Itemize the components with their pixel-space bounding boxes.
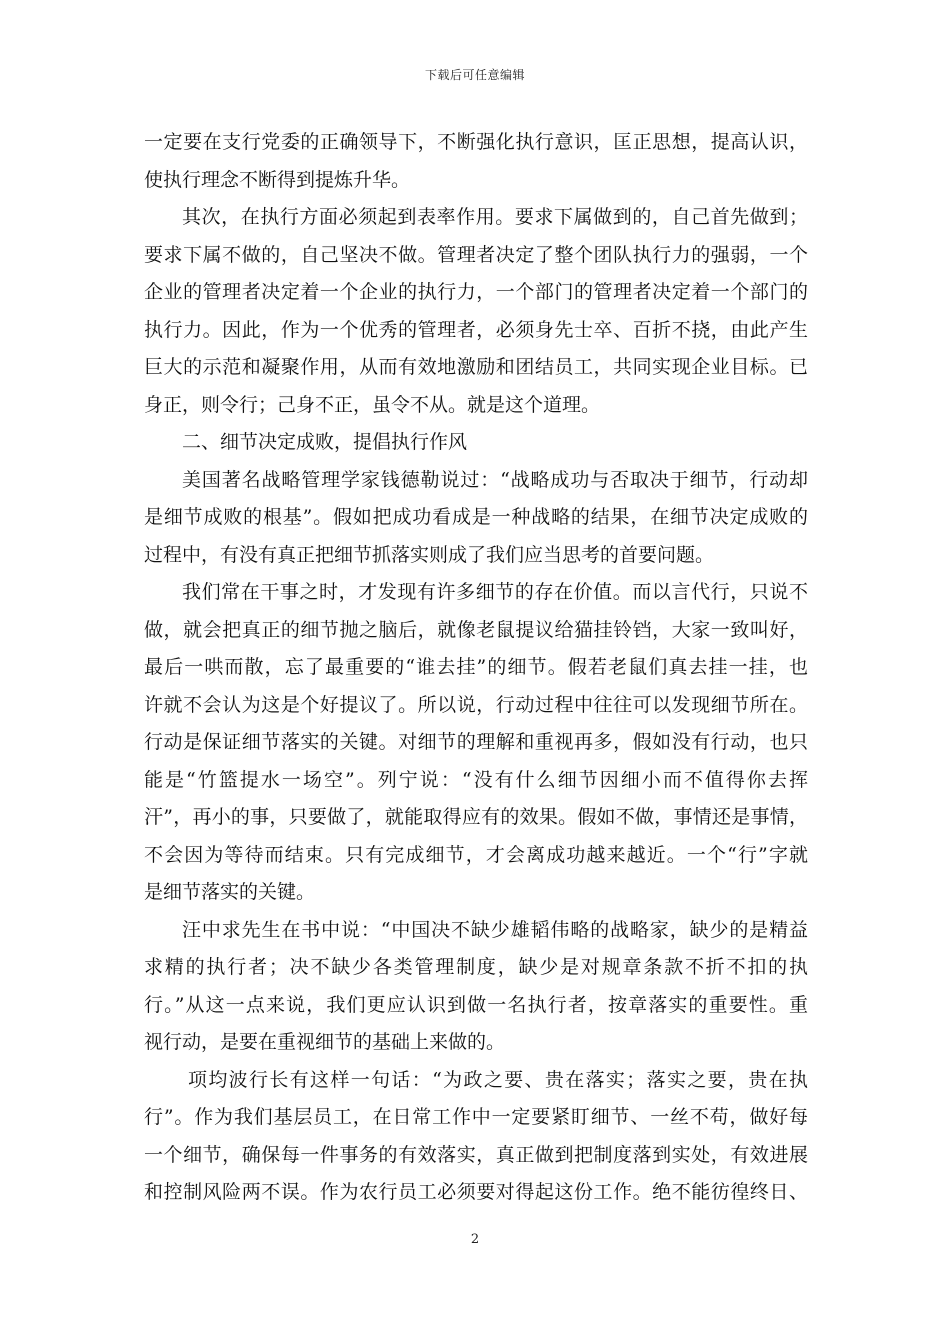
text-line: 是细节落实的关键。	[144, 881, 316, 903]
page-number: 2	[470, 1232, 480, 1247]
text-line: 汪中求先生在书中说：“中国决不缺少雄韬伟略的战略家，缺少的是精益	[182, 918, 808, 941]
text-line: 视行动，是要在重视细节的基础上来做的。	[144, 1031, 506, 1053]
text-line: 能是“竹篮提水一场空”。列宁说：“没有什么细节因细小而不值得你去挥	[144, 768, 808, 791]
document-body	[144, 124, 808, 1212]
text-line: 许就不会认为这是个好提议了。所以说，行动过程中往往可以发现细节所在。	[144, 693, 808, 716]
text-line: 过程中，有没有真正把细节抓落实则成了我们应当思考的首要问题。	[144, 543, 715, 566]
text-line: 和控制风险两不误。作为农行员工必须要对得起这份工作。绝不能彷徨终日、	[144, 1181, 808, 1203]
text-line: 最后一哄而散，忘了最重要的“谁去挂”的细节。假若老鼠们真去挂一挂，也	[144, 656, 808, 678]
text-line: 美国著名战略管理学家钱德勒说过：“战略成功与否取决于细节，行动却	[182, 468, 808, 491]
text-line: 是细节成败的根基”。假如把成功看成是一种战略的结果，在细节决定成败的	[144, 506, 808, 528]
text-line: 行”。作为我们基层员工，在日常工作中一定要紧盯细节、一丝不苟，做好每	[144, 1106, 808, 1128]
text-line: 身正，则令行；己身不正，虽令不从。就是这个道理。	[144, 393, 601, 416]
text-line: 行。”从这一点来说，我们更应认识到做一名执行者，按章落实的重要性。重	[144, 993, 808, 1016]
text-line: 要求下属不做的，自己坚决不做。管理者决定了整个团队执行力的强弱，一个	[144, 243, 808, 266]
text-line: 执行力。因此，作为一个优秀的管理者，必须身先士卒、百折不挠，由此产生	[144, 318, 808, 341]
text-line: 求精的执行者；决不缺少各类管理制度，缺少是对规章条款不折不扣的执	[144, 956, 808, 978]
text-line: 巨大的示范和凝聚作用，从而有效地激励和团结员工，共同实现企业目标。已	[144, 356, 808, 378]
text-line: 项均波行长有这样一句话：“为政之要、贵在落实；落实之要，贵在执	[188, 1068, 808, 1091]
text-line: 做，就会把真正的细节抛之脑后，就像老鼠提议给猫挂铃铛，大家一致叫好，	[144, 618, 808, 641]
text-line: 不会因为等待而结束。只有完成细节，才会离成功越来越近。一个“行”字就	[144, 843, 808, 866]
text-line: 我们常在干事之时，才发现有许多细节的存在价值。而以言代行，只说不	[182, 581, 808, 603]
text-line: 使执行理念不断得到提炼升华。	[144, 168, 411, 191]
text-line: 一定要在支行党委的正确领导下，不断强化执行意识，匡正思想，提高认识，	[144, 131, 808, 153]
text-line: 行动是保证细节落实的关键。对细节的理解和重视再多，假如没有行动，也只	[144, 731, 808, 753]
text-line: 企业的管理者决定着一个企业的执行力，一个部门的管理者决定着一个部门的	[144, 281, 808, 303]
page-header: 下载后可任意编辑	[424, 68, 525, 82]
text-line: 其次，在执行方面必须起到表率作用。要求下属做到的，自己首先做到；	[182, 206, 808, 228]
section-heading: 二、细节决定成败，提倡执行作风	[182, 431, 468, 453]
text-line: 汗”，再小的事，只要做了，就能取得应有的效果。假如不做，事情还是事情，	[144, 806, 808, 828]
text-line: 一个细节，确保每一件事务的有效落实，真正做到把制度落到实处，有效进展	[144, 1143, 808, 1166]
